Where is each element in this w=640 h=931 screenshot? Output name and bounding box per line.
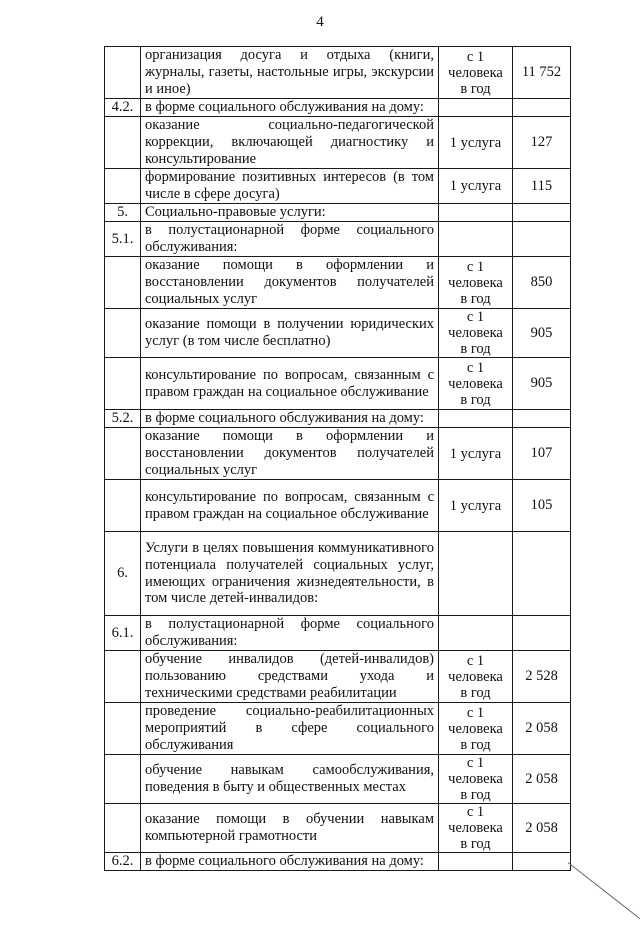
num-cell [105, 651, 141, 703]
table-row [105, 99, 571, 117]
quantity-cell [513, 204, 571, 222]
quantity-cell: 850 [513, 257, 571, 309]
description-cell: формирование позитивных интересов (в том числе в сфере досуга) [141, 169, 439, 204]
num-cell [105, 480, 141, 532]
table-row [105, 428, 571, 480]
page-number: 4 [316, 14, 324, 30]
description-cell: в полустационарной форме социального обслуживания: [141, 222, 439, 257]
num-cell: 6.2. [105, 853, 141, 871]
unit-cell: с 1 человека в год [439, 651, 513, 703]
description-cell: консультирование по вопросам, связанным с правом граждан на социальное обслуживание [141, 358, 439, 410]
description-cell: оказание помощи в получении юридических услуг (в том числе бесплатно) [141, 309, 439, 358]
unit-cell [439, 204, 513, 222]
quantity-cell [513, 410, 571, 428]
description-cell: в форме социального обслуживания на дому: [141, 853, 439, 871]
unit-cell: с 1 человека в год [439, 309, 513, 358]
unit-cell: с 1 человека в год [439, 257, 513, 309]
num-cell: 4.2. [105, 99, 141, 117]
quantity-cell [513, 222, 571, 257]
table-row [105, 204, 571, 222]
quantity-cell: 2 058 [513, 755, 571, 804]
unit-cell [439, 222, 513, 257]
table-row [105, 853, 571, 871]
description-cell: Социально-правовые услуги: [141, 204, 439, 222]
quantity-cell: 115 [513, 169, 571, 204]
unit-cell: 1 услуга [439, 428, 513, 480]
description-cell: проведение социально-реабилитационных мероприятий в сфере социального обслуживания [141, 703, 439, 755]
quantity-cell [513, 532, 571, 616]
num-cell: 6. [105, 532, 141, 616]
table-row [105, 410, 571, 428]
unit-cell: 1 услуга [439, 480, 513, 532]
description-cell: обучение инвалидов (детей-инвалидов) пользованию средствами ухода и техническими средствами реабилитации [141, 651, 439, 703]
table-row [105, 222, 571, 257]
description-cell: консультирование по вопросам, связанным с правом граждан на социальное обслуживание [141, 480, 439, 532]
description-cell: организация досуга и отдыха (книги, журналы, газеты, настольные игры, экскурсии и иное) [141, 47, 439, 99]
unit-cell [439, 410, 513, 428]
quantity-cell: 2 528 [513, 651, 571, 703]
quantity-cell: 905 [513, 358, 571, 410]
table-row [105, 117, 571, 169]
unit-cell: 1 услуга [439, 169, 513, 204]
table-row [105, 651, 571, 703]
unit-cell [439, 99, 513, 117]
quantity-cell: 2 058 [513, 703, 571, 755]
table-row [105, 616, 571, 651]
num-cell: 5. [105, 204, 141, 222]
quantity-cell [513, 853, 571, 871]
unit-cell [439, 532, 513, 616]
unit-cell: 1 услуга [439, 117, 513, 169]
description-cell: в полустационарной форме социального обслуживания: [141, 616, 439, 651]
unit-cell [439, 616, 513, 651]
table-row [105, 309, 571, 358]
num-cell [105, 358, 141, 410]
num-cell [105, 804, 141, 853]
num-cell [105, 257, 141, 309]
table-row [105, 169, 571, 204]
num-cell: 6.1. [105, 616, 141, 651]
description-cell: оказание помощи в оформлении и восстановлении документов получателей социальных услуг [141, 257, 439, 309]
services-table-body [105, 47, 571, 871]
num-cell [105, 47, 141, 99]
table-row [105, 755, 571, 804]
quantity-cell: 2 058 [513, 804, 571, 853]
table-row [105, 804, 571, 853]
description-cell: оказание помощи в оформлении и восстановлении документов получателей социальных услуг [141, 428, 439, 480]
description-cell: Услуги в целях повышения коммуникативного потенциала получателей социальных услуг, имеющих ограничения жизнедеятельности, в том числе детей-инвалидов: [141, 532, 439, 616]
table-row [105, 480, 571, 532]
unit-cell: с 1 человека в год [439, 804, 513, 853]
description-cell: обучение навыкам самообслуживания, поведения в быту и общественных местах [141, 755, 439, 804]
unit-cell: с 1 человека в год [439, 755, 513, 804]
table-row [105, 703, 571, 755]
description-cell: в форме социального обслуживания на дому: [141, 410, 439, 428]
quantity-cell: 105 [513, 480, 571, 532]
description-cell: оказание социально-педагогической коррекции, включающей диагностику и консультирование [141, 117, 439, 169]
table-row [105, 532, 571, 616]
pen-stroke [568, 862, 640, 931]
quantity-cell: 107 [513, 428, 571, 480]
quantity-cell: 905 [513, 309, 571, 358]
table-row [105, 257, 571, 309]
unit-cell: с 1 человека в год [439, 703, 513, 755]
table-row [105, 358, 571, 410]
quantity-cell: 127 [513, 117, 571, 169]
num-cell: 5.1. [105, 222, 141, 257]
num-cell [105, 169, 141, 204]
services-table [104, 46, 571, 871]
num-cell [105, 309, 141, 358]
num-cell [105, 755, 141, 804]
quantity-cell: 11 752 [513, 47, 571, 99]
num-cell [105, 428, 141, 480]
num-cell [105, 117, 141, 169]
unit-cell: с 1 человека в год [439, 358, 513, 410]
table-row [105, 47, 571, 99]
quantity-cell [513, 99, 571, 117]
quantity-cell [513, 616, 571, 651]
unit-cell: с 1 человека в год [439, 47, 513, 99]
unit-cell [439, 853, 513, 871]
description-cell: в форме социального обслуживания на дому: [141, 99, 439, 117]
num-cell: 5.2. [105, 410, 141, 428]
num-cell [105, 703, 141, 755]
description-cell: оказание помощи в обучении навыкам компьютерной грамотности [141, 804, 439, 853]
